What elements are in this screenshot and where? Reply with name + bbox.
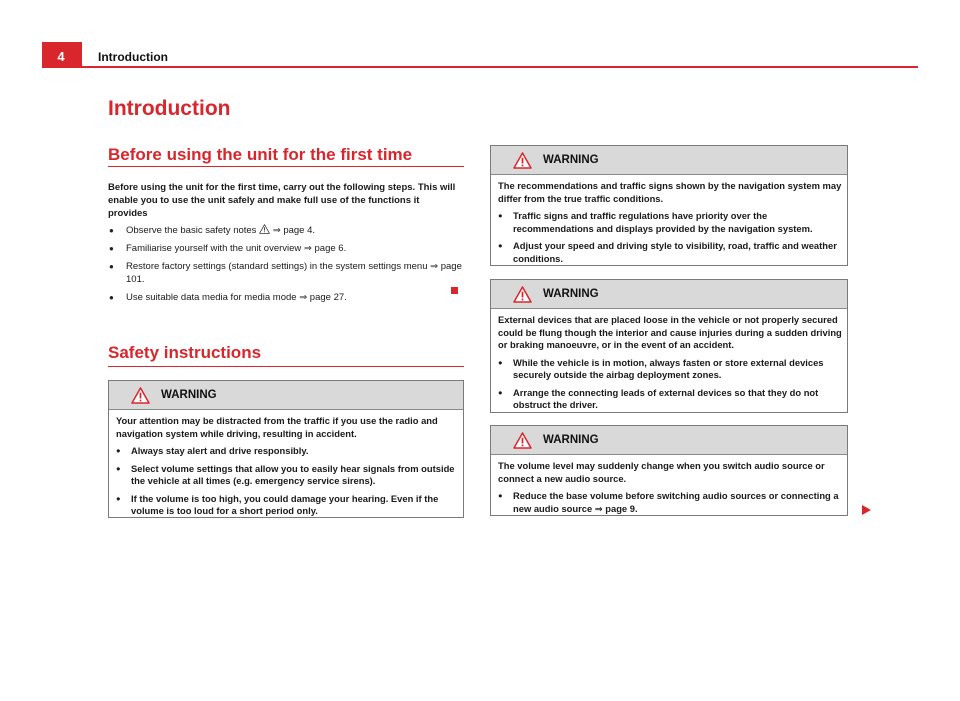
warning-bullet: ● Adjust your speed and driving style to visibility, road, traffic and weather conditions.	[498, 240, 842, 265]
warning-box	[490, 145, 848, 266]
warning-header	[491, 426, 847, 455]
section-heading-first-use: Before using the unit for the first time	[108, 145, 413, 164]
main-title: Introduction	[108, 97, 231, 120]
warning-intro: The recommendations and traffic signs shown by the navigation system may differ from the true traffic conditions.	[498, 180, 842, 204]
warning-body	[491, 175, 847, 269]
list-item: ● Restore factory settings (standard settings) in the system settings menu ⇒ page 101.	[108, 260, 464, 286]
warning-box	[490, 425, 848, 516]
warning-body	[491, 309, 847, 416]
section-rule	[108, 166, 464, 167]
warning-label: WARNING	[543, 288, 599, 300]
first-steps-list	[108, 224, 464, 309]
warning-triangle-icon	[259, 224, 270, 234]
intro-paragraph: Before using the unit for the first time, carry out the following steps. This will enable you to use the unit safely and make full use of the functions it provides	[108, 182, 456, 219]
page-number: 4	[57, 49, 65, 64]
warning-triangle-icon	[513, 286, 532, 303]
warning-header	[491, 146, 847, 175]
warning-bullet: ● Arrange the connecting leads of external devices so that they do not obstruct the driver.	[498, 387, 842, 412]
warning-body	[109, 410, 463, 522]
warning-intro: Your attention may be distracted from the traffic if you use the radio and navigation system while driving, resulting in accident.	[116, 415, 438, 439]
warning-bullet: ● If the volume is too high, you could damage your hearing. Even if the volume is too loud for a short period only.	[116, 493, 458, 518]
warning-bullet: ● While the vehicle is in motion, always fasten or store external devices securely outside the airbag deployment zones.	[498, 357, 842, 382]
page-number-badge	[42, 42, 82, 68]
warning-label: WARNING	[543, 154, 599, 166]
warning-label: WARNING	[161, 389, 217, 401]
header-rule	[82, 66, 918, 68]
section-heading-safety: Safety instructions	[108, 343, 262, 362]
warning-header	[109, 381, 463, 410]
warning-box	[108, 380, 464, 518]
warning-bullet: ● Traffic signs and traffic regulations have priority over the recommendations and displays provided by the navigation system.	[498, 210, 842, 235]
page-link[interactable]: ⇒ page 4.	[272, 225, 316, 236]
warning-header	[491, 280, 847, 309]
warning-intro: The volume level may suddenly change when you switch audio source or connect a new audio source.	[498, 460, 825, 484]
warning-triangle-icon	[513, 152, 532, 169]
list-item: ● Use suitable data media for media mode ⇒ page 27.	[108, 291, 464, 304]
end-square-icon	[451, 287, 458, 294]
warning-intro: External devices that are placed loose in the vehicle or not properly secured could be flung though the interior and cause injuries during a sudden driving or braking manoeuvre, or in the event of an accident.	[498, 314, 842, 350]
continue-arrow-icon	[862, 505, 871, 515]
warning-box	[490, 279, 848, 413]
running-header-title: Introduction	[98, 50, 168, 64]
warning-triangle-icon	[131, 387, 150, 404]
list-item: ● Observe the basic safety notes ⇒ page 4.	[108, 224, 464, 237]
warning-bullet: ● Reduce the base volume before switching audio sources or connecting a new audio source ⇒ page 9.	[498, 490, 842, 515]
warning-bullet: ● Always stay alert and drive responsibly.	[116, 445, 458, 458]
warning-triangle-icon	[513, 432, 532, 449]
section-rule	[108, 366, 464, 367]
warning-body	[491, 455, 847, 519]
warning-bullet: ● Select volume settings that allow you to easily hear signals from outside the vehicle at all times (e.g. emergency service sirens).	[116, 463, 458, 488]
list-item: ● Familiarise yourself with the unit overview ⇒ page 6.	[108, 242, 464, 255]
warning-label: WARNING	[543, 434, 599, 446]
